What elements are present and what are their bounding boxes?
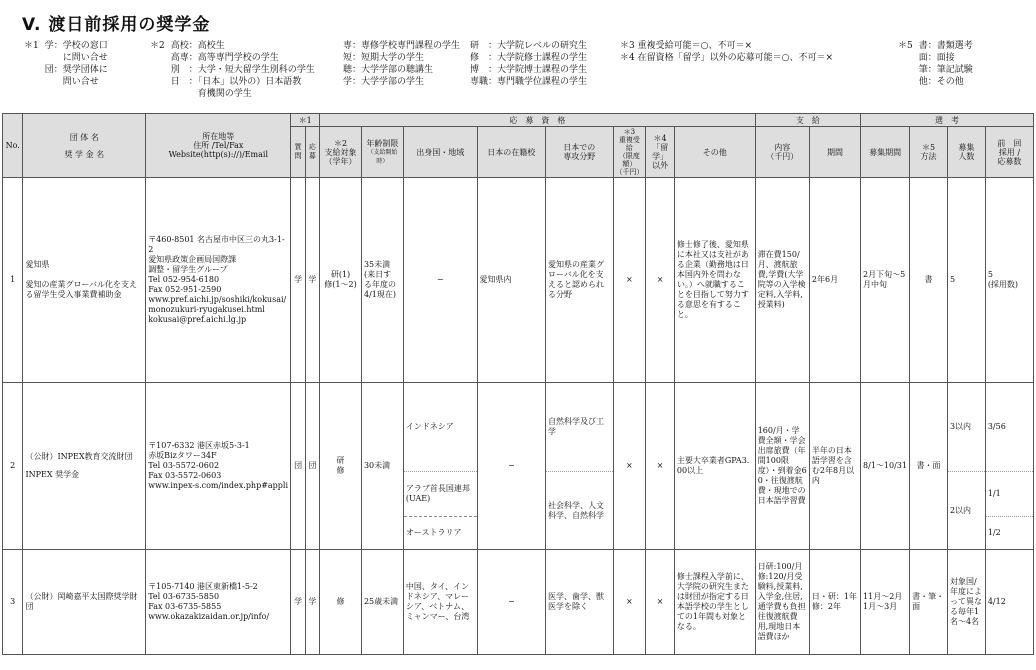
legend-note-1: ＊1 学：学校の窓口 に問い合せ 団：奨学団体に 問い合せ: [24, 41, 108, 87]
row-org: 愛知県 愛知の産業グローバル化を支える留学生受入事業費補助金: [23, 178, 146, 383]
row-visa: ×: [646, 383, 675, 550]
row-target: 研(1) 修(1〜2): [320, 178, 362, 383]
page-title: V. 渡日前採用の奨学金: [22, 15, 211, 35]
row-field: 愛知県の産業グローバル化を支えると認められる分野: [546, 178, 614, 383]
row-visa: ×: [646, 178, 675, 383]
row-num: 対象国/年度によって異なる毎年1名〜4名: [947, 550, 985, 655]
col-recruit: 募集期間: [861, 127, 910, 178]
table-row: [3, 178, 1034, 383]
legend-note-5: ＊5 書：書類選考 面：面接 筆：筆記試験 他：その他: [898, 41, 973, 87]
row-address: 〒107-6332 港区赤坂5-3-1 赤坂Bizタワー34F Tel 03-5572-0602 Fax 03-5572-0603 www.inpex-s.com/index.php#appli: [146, 383, 291, 550]
row-school: 愛知県内: [477, 178, 546, 383]
legend-col3: 専：専修学校専門課程の学生 短：短期大学の学生 聴：大学学部の聴講生 学：大学学部の学生: [343, 41, 461, 87]
row-prev: 3/56 1/1 1/2: [985, 383, 1033, 550]
col-school: 日本の在籍校: [477, 127, 546, 178]
row-address: 〒105-7140 港区東新橋1-5-2 Tel 03-6735-5850 Fax 03-6735-5855 www.okazakizaidan.or.jp/info/: [146, 550, 291, 655]
row-content: 滞在費150/月、渡航旅費,学費(大学院等の入学検定料,入学料,授業料): [755, 178, 809, 383]
row-origin: −: [403, 178, 477, 383]
row-school: −: [477, 550, 546, 655]
row-visa: ×: [646, 550, 675, 655]
row-dup: ×: [613, 550, 646, 655]
row-num: 5: [947, 178, 985, 383]
row-age: 30未満: [361, 383, 403, 550]
row-target: 修: [320, 550, 362, 655]
row-question: 学: [291, 550, 305, 655]
col-apply: 応募: [305, 127, 319, 178]
row-other: 修士修了後、愛知県に本社又は支社がある企業（勤務地は日本国内外を問わない。）へ就職することを目指して努力する意思を有すること。: [674, 178, 755, 383]
row-content: 160/月・学費全額・学会出席旅費（年間100限度）・到着金60・往復渡航費・現地での日本語学習費: [755, 383, 809, 550]
col-dup: ＊3 重複受給 （限度額） （千円）: [613, 127, 646, 178]
row-no: 1: [3, 178, 23, 383]
row-other: 主要大卒業者GPA3.00以上: [674, 383, 755, 550]
row-field: 医学、歯学、獣医学を除く: [546, 550, 614, 655]
row-no: 3: [3, 550, 23, 655]
row-dup: ×: [613, 178, 646, 383]
col-org: 団 体 名 奨 学 金 名: [23, 114, 146, 178]
row-target: 研 修: [320, 383, 362, 550]
row-apply: 団: [305, 383, 319, 550]
table-row: [3, 383, 1034, 550]
col-group-shikyu: 支 給: [755, 114, 860, 127]
row-method: 書: [910, 178, 948, 383]
row-period: 半年の日本語学習を含む2年8月以内: [809, 383, 860, 550]
row-address: 〒460-8501 名古屋市中区三の丸3-1-2 愛知県政策企画局国際課 調整・留学生グループ Tel 052-954-6180 Fax 052-951-2590 www.pref.aichi.jp/soshiki/kokusai/monozukuri-ryugakusei.html kokusai@pref.aichi.lg.jp: [146, 178, 291, 383]
row-age: 35未満 (来日す る年度の 4/1現在): [361, 178, 403, 383]
table-row: [3, 550, 1034, 655]
col-age: 年齢制限 （支給開始時）: [361, 127, 403, 178]
col-other: その他: [674, 127, 755, 178]
col-question: 質問: [291, 127, 305, 178]
row-recruit: 2月下旬〜5月中旬: [861, 178, 910, 383]
row-org: （公財）INPEX教育交流財団 INPEX 奨学金: [23, 383, 146, 550]
row-question: 団: [291, 383, 305, 550]
col-num: 募集 人数: [947, 127, 985, 178]
col-origin: 出身国・地域: [403, 127, 477, 178]
row-school: −: [477, 383, 546, 550]
row-origin: インドネシア アラブ首長国連邦(UAE) オーストラリア: [403, 383, 477, 550]
legend-note-34: ＊3 重複受給可能＝○、不可＝× ＊4 在留資格「留学」以外の応募可能＝○、不可＝×: [620, 41, 833, 63]
row-field: 自然科学及び工学 社会科学、人文科学、自然科学: [546, 383, 614, 550]
row-num: 3以内 2以内: [947, 383, 985, 550]
row-period: 日・研：1年修：2年: [809, 550, 860, 655]
row-no: 2: [3, 383, 23, 550]
row-recruit: 11月〜2月1月〜3月: [861, 550, 910, 655]
col-target: ＊2 支給対象 （学年）: [320, 127, 362, 178]
legend-col4: 研 ：大学院レベルの研究生 修 ：大学院修士課程の学生 博 ：大学院博士課程の学生 専職：専門職学位課程の学生: [470, 41, 588, 87]
row-period: 2年6月: [809, 178, 860, 383]
col-no: No.: [3, 114, 23, 178]
row-org: （公財）岡崎嘉平太国際奨学財団: [23, 550, 146, 655]
row-apply: 学: [305, 550, 319, 655]
row-method: 書・面: [910, 383, 948, 550]
row-prev: 5 (採用数): [985, 178, 1033, 383]
col-star1: ＊1: [291, 114, 320, 127]
row-question: 学: [291, 178, 305, 383]
row-method: 書・筆・面: [910, 550, 948, 655]
col-period: 期間: [809, 127, 860, 178]
col-prev: 前 回 採用 / 応募数: [985, 127, 1033, 178]
col-content: 内容 （千円）: [755, 127, 809, 178]
col-group-oubo: 応 募 資 格: [320, 114, 756, 127]
scholarship-table: [2, 113, 1034, 655]
row-age: 25歳未満: [361, 550, 403, 655]
row-recruit: 8/1〜10/31: [861, 383, 910, 550]
col-group-senkou: 選 考: [861, 114, 1034, 127]
col-visa: ＊4 「留学」 以外: [646, 127, 675, 178]
col-method: ＊5 方法: [910, 127, 948, 178]
legend-note-2: ＊2 高校：高校生 高専：高等専門学校の学生 別 ：大学・短大留学生別科の学生 日 ：「日本」以外の）日本語教 育機関の学生: [150, 41, 315, 99]
col-address: 所在地等 住所 /Tel/Fax Website(http(s)://)/Email: [146, 114, 291, 178]
row-apply: 学: [305, 178, 319, 383]
col-field: 日本での 専攻分野: [546, 127, 614, 178]
row-dup: ×: [613, 383, 646, 550]
row-origin: 中国、タイ、インドネシア、マレーシア、ベトナム、ミャンマー、台湾: [403, 550, 477, 655]
row-prev: 4/12: [985, 550, 1033, 655]
row-other: 修士課程入学前に、大学院の研究生または財団が指定する日本語学校の学生としての1年間も対象となる。: [674, 550, 755, 655]
row-content: 日研:100/月修:120/月受験料,授業料,入学金,住居,通学費も負担往復渡航費用,現地日本語費ほか: [755, 550, 809, 655]
